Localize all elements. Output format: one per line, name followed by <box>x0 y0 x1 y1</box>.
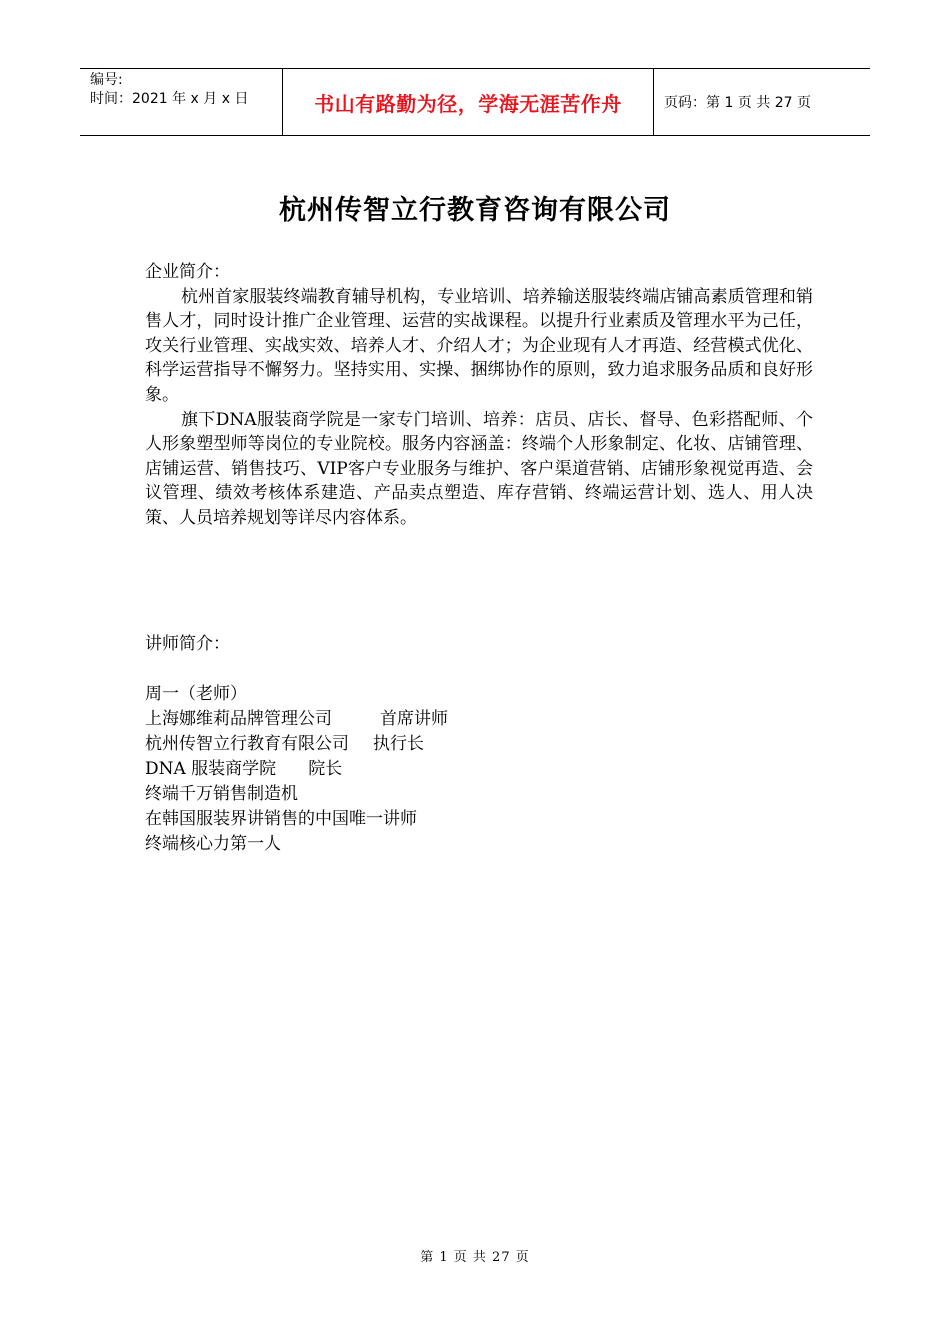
lecturer-name: 周一（老师） <box>145 684 247 704</box>
lecturer-role-row <box>145 707 805 732</box>
header-page-info: 页码：第 1 页 共 27 页 <box>664 95 811 111</box>
lecturer-role-org: DNA 服装商学院 <box>145 759 277 779</box>
page-footer: 第 1 页 共 27 页 <box>420 1250 530 1265</box>
lecturer-honor: 终端千万销售制造机 <box>145 784 298 804</box>
lecturer-role-org: 上海娜维莉品牌管理公司 <box>145 709 332 729</box>
lecturer-role-title: 首席讲师 <box>380 709 448 729</box>
lecturer-role-title: 执行长 <box>373 734 424 754</box>
header-motto: 书山有路勤为径，学海无涯苦作舟 <box>282 69 654 135</box>
company-intro-section <box>145 260 813 531</box>
document-title: 杭州传智立行教育咨询有限公司 <box>279 195 671 226</box>
company-intro-heading: 企业简介： <box>145 262 230 282</box>
lecturer-honor: 在韩国服装界讲销售的中国唯一讲师 <box>145 809 417 829</box>
document-number-label: 编号: <box>90 72 123 88</box>
lecturer-role-row <box>145 732 805 757</box>
document-time-label: 时间：2021 年 x 月 x 日 <box>90 91 249 107</box>
lecturer-honor: 终端核心力第一人 <box>145 834 281 854</box>
header-meta <box>80 69 282 135</box>
lecturer-heading: 讲师简介： <box>145 634 230 654</box>
lecturer-role-row <box>145 757 805 782</box>
lecturer-section <box>145 632 805 857</box>
company-intro-paragraph-1: 杭州首家服装终端教育辅导机构，专业培训、培养输送服装终端店铺高素质管理和销售人才，同时设计推广企业管理、运营的实战课程。以提升行业素质及管理水平为己任，攻关行业管理、实战实效、培养人才、介绍人才；为企业现有人才再造、经营模式优化、科学运营指导不懈努力。坚持实用、实操、捆绑协作的原则，致力追求服务品质和良好形象。 <box>145 286 813 405</box>
document-header <box>80 68 870 136</box>
lecturer-role-title: 院长 <box>308 759 343 779</box>
lecturer-role-org: 杭州传智立行教育有限公司 <box>145 734 349 754</box>
company-intro-paragraph-2: 旗下DNA服装商学院是一家专门培训、培养：店员、店长、督导、色彩搭配师、个人形象塑型师等岗位的专业院校。服务内容涵盖：终端个人形象制定、化妆、店铺管理、店铺运营、销售技巧、VIP客户专业服务与维护、客户渠道营销、店铺形象视觉再造、会议管理、绩效考核体系建造、产品卖点塑造、库存营销、终端运营计划、选人、用人决策、人员培养规划等详尽内容体系。 <box>145 409 813 528</box>
